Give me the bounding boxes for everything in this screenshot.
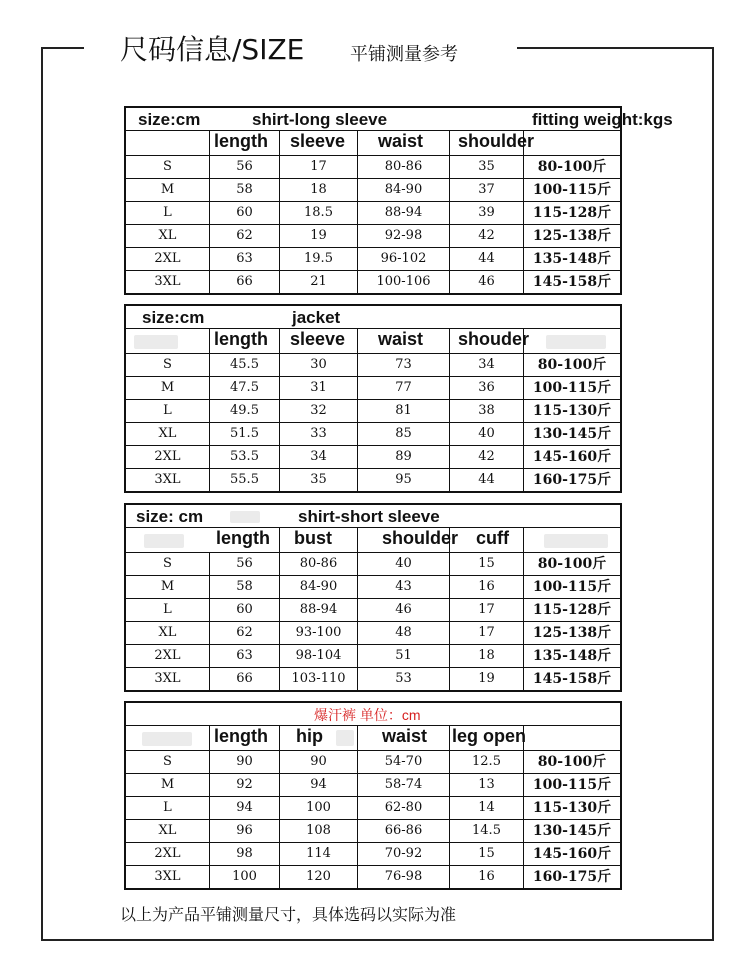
page-subtitle: 平铺测量参考 [350, 40, 458, 66]
size-unit-label: size: cm [136, 507, 204, 526]
table-row: S 56 80-86 40 15 80-100斤 [126, 553, 620, 576]
header-length: length [210, 726, 280, 750]
page-title: 尺码信息/SIZE [116, 28, 308, 68]
table-header-row [126, 726, 620, 751]
table-row: 2XL 63 98-104 51 18 135-148斤 [126, 645, 620, 668]
table-row: XL 96 108 66-86 14.5 130-145斤 [126, 820, 620, 843]
table-row: M 58 84-90 43 16 100-115斤 [126, 576, 620, 599]
table-row: S 90 90 54-70 12.5 80-100斤 [126, 751, 620, 774]
garment-name: shirt-long sleeve [252, 110, 388, 129]
header-weight [524, 131, 620, 155]
table-row: L 60 88-94 46 17 115-128斤 [126, 599, 620, 622]
size-unit-label: size:cm [142, 308, 205, 327]
table-row: L 60 18.5 88-94 39 115-128斤 [126, 202, 620, 225]
table-caption [126, 108, 673, 131]
header-weight [524, 329, 620, 353]
garment-name: shirt-short sleeve [298, 507, 440, 526]
table-row: XL 62 93-100 48 17 125-138斤 [126, 622, 620, 645]
table-shirt-short-sleeve [124, 503, 622, 692]
table-row: L 94 100 62-80 14 115-130斤 [126, 797, 620, 820]
header-shoulder: shoulder [450, 131, 524, 155]
table-row: 3XL 66 21 100-106 46 145-158斤 [126, 271, 620, 293]
table-row: M 47.5 31 77 36 100-115斤 [126, 377, 620, 400]
table-row: XL 51.5 33 85 40 130-145斤 [126, 423, 620, 446]
header-hip: hip [280, 726, 358, 750]
header-length: length [210, 528, 280, 552]
table-caption [126, 505, 620, 528]
header-cuff: cuff [450, 528, 524, 552]
table-jacket [124, 304, 622, 493]
table-header-row [126, 528, 620, 553]
header-length: length [210, 329, 280, 353]
header-waist: waist [358, 131, 450, 155]
header-size [126, 528, 210, 552]
table-row: XL 62 19 92-98 42 125-138斤 [126, 225, 620, 248]
table-header-row [126, 131, 620, 156]
garment-name: jacket [292, 308, 341, 327]
table-row: 2XL 98 114 70-92 15 145-160斤 [126, 843, 620, 866]
header-sleeve: sleeve [280, 329, 358, 353]
table-row: 3XL 100 120 76-98 16 160-175斤 [126, 866, 620, 888]
footer-note: 以上为产品平铺测量尺寸，具体选码以实际为准 [120, 905, 457, 924]
table-row: M 58 18 84-90 37 100-115斤 [126, 179, 620, 202]
header-weight [524, 726, 620, 750]
header-length: length [210, 131, 280, 155]
table-row: S 56 17 80-86 35 80-100斤 [126, 156, 620, 179]
header-bust: bust [280, 528, 358, 552]
table-caption [126, 306, 620, 329]
header-size [126, 329, 210, 353]
table-row: 3XL 55.5 35 95 44 160-175斤 [126, 469, 620, 491]
table-header-row [126, 329, 620, 354]
header-waist: waist [358, 329, 450, 353]
table-row: 2XL 53.5 34 89 42 145-160斤 [126, 446, 620, 469]
table-pants [124, 701, 622, 890]
garment-name: 爆汗裤 单位：cm [314, 707, 421, 723]
table-caption [126, 703, 620, 726]
header-waist: waist [358, 726, 450, 750]
frame-top-right [517, 47, 714, 49]
size-unit-label: size:cm [138, 110, 201, 129]
table-row: L 49.5 32 81 38 115-130斤 [126, 400, 620, 423]
fitting-weight-label: fitting weight:kgs [532, 110, 673, 129]
table-shirt-long-sleeve [124, 106, 673, 295]
header-sleeve: sleeve [280, 131, 358, 155]
table-row: S 45.5 30 73 34 80-100斤 [126, 354, 620, 377]
header-leg-open: leg open [450, 726, 524, 750]
frame-top-left [41, 47, 84, 49]
header-size [126, 131, 210, 155]
header-shoulder: shouder [450, 329, 524, 353]
table-row: 3XL 66 103-110 53 19 145-158斤 [126, 668, 620, 690]
table-row: 2XL 63 19.5 96-102 44 135-148斤 [126, 248, 620, 271]
header-weight [524, 528, 620, 552]
table-row: M 92 94 58-74 13 100-115斤 [126, 774, 620, 797]
header-shoulder: shoulder [358, 528, 450, 552]
header-size [126, 726, 210, 750]
